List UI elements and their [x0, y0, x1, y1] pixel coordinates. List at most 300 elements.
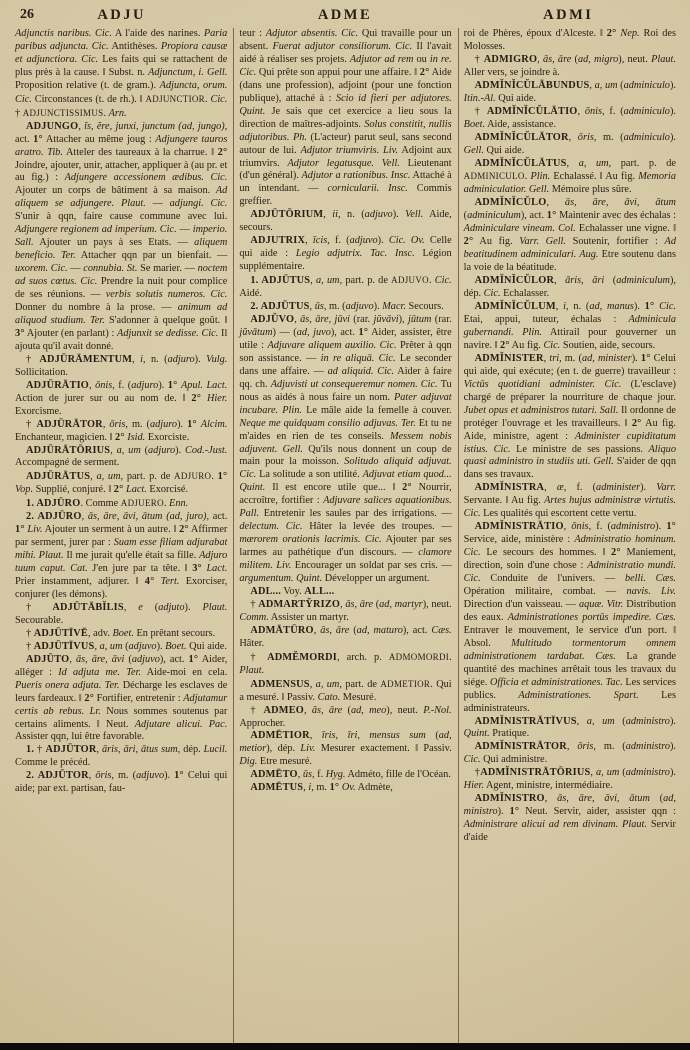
text-run: Gell.	[463, 144, 484, 156]
text-run: Assister un martyr.	[268, 611, 349, 623]
text-run: æ	[556, 482, 564, 494]
text-run: ),	[398, 313, 408, 325]
text-run: aliquem beneficio. Ter.	[15, 237, 228, 262]
text-run: Cic.	[463, 754, 481, 766]
text-run: Aliquo quasi administro in studiis uti. Gell.	[463, 443, 676, 468]
text-run: (rar.	[431, 313, 452, 325]
text-run: Le secours des hommes. ‖	[480, 547, 612, 559]
text-run: Nourrir, accroître, fortifier :	[239, 482, 452, 507]
text-run: Prendre la nuit pour complice de ses réunions. —	[15, 276, 228, 301]
text-run: īcis	[312, 235, 328, 247]
text-run: Adjunctis naribus. Cic.	[15, 28, 112, 39]
text-run: , adv.	[87, 627, 113, 639]
text-run: .	[103, 107, 109, 119]
text-run: .	[205, 93, 211, 105]
text-run: Les services publics.	[463, 676, 676, 701]
text-run: e	[138, 601, 143, 613]
text-run: ADJŪTĪVUS	[33, 640, 95, 652]
text-run: 1°	[358, 326, 369, 338]
text-run: ).	[633, 301, 645, 313]
text-run: Légion supplémentaire.	[239, 248, 452, 273]
guide-word-center: ADME	[317, 7, 373, 23]
text-run: Les faits qui se rattachent de plus près à la cause. ‖ Subst. n.	[15, 53, 228, 78]
text-run: , part. p. de	[120, 471, 175, 483]
text-run: ,	[89, 379, 96, 391]
text-run: adjuvo	[345, 301, 374, 313]
text-run: , part. p. de	[339, 275, 392, 287]
text-run: ).	[194, 353, 207, 365]
text-run: Les administrateurs.	[463, 689, 676, 714]
text-run: Etai, appui, tuteur, échalas :	[463, 313, 629, 325]
text-run: adminiculo	[623, 131, 670, 143]
text-run: , f. (	[588, 521, 611, 533]
text-run: Alcim.	[200, 418, 228, 430]
text-run: ,	[576, 715, 587, 727]
text-run: 3°	[192, 563, 202, 575]
text-run: Lact.	[125, 484, 147, 496]
text-run: Aide (dans une profession), adjoint (pour une fonction publique), attaché à :	[239, 66, 452, 104]
text-run: Victūs quotidiani administer. Cic.	[463, 378, 622, 390]
text-run: ,	[132, 353, 141, 365]
text-run: Adjuvisti ut consequeremur nomen. Cic.	[270, 378, 438, 390]
text-run: Artes hujus administræ virtutis. Cic.	[463, 495, 676, 520]
text-run: (	[349, 624, 357, 636]
text-run: ADJUTRIX	[250, 235, 306, 247]
text-run: Adjutor a rationibus. Insc.	[301, 170, 411, 182]
text-run: Adjutor triumviris. Liv.	[300, 144, 399, 156]
text-run: Et tu ne m'aides en rien de tes conseils.	[239, 417, 452, 442]
text-run: Administratio hominum. Cic.	[463, 534, 676, 559]
dictionary-paragraph	[15, 121, 227, 354]
text-run: 2°	[179, 524, 189, 536]
text-run: ,	[340, 598, 346, 610]
text-run: ).	[669, 741, 676, 753]
text-run: ,	[88, 770, 96, 782]
column-2	[233, 28, 457, 1050]
text-run: , f. (	[112, 379, 132, 391]
text-run: †	[474, 105, 487, 117]
text-run: ADJŪRĀTUS	[26, 471, 91, 483]
text-run: ADMĬNISTRĀTŌRIUS	[480, 767, 591, 779]
text-run: Liv.	[300, 743, 316, 755]
text-run: †	[15, 107, 23, 119]
text-run: . Qui a mesuré. ‖ Passiv.	[239, 678, 452, 703]
text-run: ad, manus	[589, 301, 634, 313]
text-run: ĭs, ĕre, junxi, junctum (ad, jungo)	[84, 120, 225, 132]
text-run: Roi des Molosses.	[463, 28, 676, 52]
text-run: Secourable.	[15, 614, 64, 626]
dictionary-paragraph	[464, 716, 676, 742]
text-run: ADJŪRĀTOR	[36, 418, 103, 430]
text-run: ).	[373, 301, 383, 313]
text-run: Cæs.	[431, 624, 452, 636]
text-run: 1°	[167, 379, 178, 391]
guide-word-left: ADJU	[97, 7, 146, 23]
text-run: Adjuvare salices aquationibus. Pall.	[239, 495, 452, 520]
dictionary-paragraph	[239, 730, 451, 769]
dictionary-paragraph	[15, 602, 227, 628]
text-run: Varr. Gell.	[519, 236, 566, 248]
text-run: ,	[303, 704, 312, 716]
text-run: Cic. Ov.	[388, 235, 425, 247]
text-run: ADMENSUS	[250, 678, 310, 690]
text-run: Comm.	[239, 611, 269, 623]
dictionary-paragraph	[464, 28, 676, 54]
text-run: , f. (	[327, 235, 350, 247]
dictionary-paragraph	[15, 744, 227, 770]
dictionary-paragraph	[464, 521, 676, 715]
text-run: ).	[158, 379, 168, 391]
text-run: Service, aide, ministère :	[463, 534, 575, 546]
dictionary-paragraph	[464, 741, 676, 767]
text-run: , n. (	[143, 353, 168, 365]
text-run: , m. (	[559, 352, 582, 364]
text-run: ii	[332, 209, 339, 221]
text-run: Il l'avait aidé à réaliser ses projets.	[239, 40, 452, 65]
text-run: ADJŪRĀTŌRIUS	[26, 444, 111, 456]
text-run: Adjungere regionem ad imperium. Cic.	[15, 224, 177, 236]
text-run: a, um	[99, 640, 123, 652]
text-run: ).	[655, 521, 667, 533]
text-run: .	[524, 171, 531, 183]
text-run: Comme le précéd.	[15, 757, 91, 769]
text-run: ADMETIOR	[380, 678, 431, 689]
text-run: ALL...	[304, 585, 335, 597]
text-run: ADMOMORDI	[388, 651, 450, 662]
text-run: ).	[631, 352, 641, 364]
text-run: Supplié, conjuré. ‖	[33, 484, 114, 496]
text-run: 3°	[15, 327, 25, 339]
text-run: , m. (	[125, 418, 150, 430]
text-run: 1°	[33, 133, 43, 145]
dictionary-paragraph	[239, 651, 451, 678]
text-run: Itin.-Al.	[463, 92, 496, 104]
text-run: mærorem orationis lacrimis. Cic.	[239, 534, 382, 546]
text-run: a, um	[316, 275, 340, 287]
text-run: . Comme	[80, 498, 121, 510]
dictionary-paragraph	[239, 586, 451, 599]
text-run: Qui aide.	[483, 144, 525, 156]
text-run: Aidé.	[239, 288, 262, 300]
text-run: āris, āri	[565, 275, 605, 287]
text-run: Exorciser, conjurer (les démons).	[15, 576, 228, 600]
text-run: J'en jure par ta tête. ‖	[87, 563, 193, 575]
text-run: Adjutare alicui. Pac.	[134, 718, 228, 730]
text-run: Sollicitation.	[15, 366, 68, 378]
text-run: ōris	[577, 131, 594, 143]
text-run: , part. de	[339, 678, 381, 690]
text-run: ADJUERO	[120, 498, 164, 509]
text-run: (L'esclave) chargé de préparer la nourriture de chaque jour.	[463, 378, 676, 403]
text-run: Propiora causæ et adjunctiora. Cic.	[15, 40, 228, 65]
text-run: Hâter la levée des troupes. —	[302, 521, 452, 533]
text-run: Ov.	[341, 782, 356, 794]
text-run: Au fig. Aide, ministre, agent :	[463, 417, 676, 442]
text-run: ADMĬNISTRĀTOR	[474, 741, 567, 753]
text-run: a, um	[315, 678, 340, 690]
text-run: Echalasser.	[500, 288, 550, 300]
text-run: Neut. Servir, aider, assister qqn :	[519, 806, 676, 818]
text-run: Echalassé. ‖ Au fig.	[550, 171, 639, 183]
text-run: ).	[392, 209, 406, 221]
text-run: Je sais que cet exercice a lieu sous la direction de maîtres-adjoints.	[239, 105, 452, 130]
text-run: ās, āre	[320, 624, 350, 636]
guide-word-right: ADMI	[543, 7, 594, 23]
text-run: Attirail pour gouverner un navire. ‖	[463, 326, 676, 351]
text-run: Administratio mundi. Cic.	[463, 560, 676, 585]
text-run: Ad aliquem se adjungere. Plaut.	[15, 185, 228, 210]
text-run: in re. Cic.	[239, 53, 452, 78]
text-run: 2°	[402, 482, 412, 494]
text-run: Exorciste.	[145, 431, 190, 443]
text-run: ās, āre	[311, 704, 343, 716]
text-run: †	[26, 627, 34, 639]
text-run: Legio adjutrix. Tac. Insc.	[295, 248, 415, 260]
text-run: Hier.	[463, 780, 484, 792]
text-run: cornicularii. Insc.	[327, 183, 408, 195]
text-run: Cod.-Just.	[184, 444, 228, 456]
text-run: Messem nobis adjuvent. Gell.	[239, 430, 452, 455]
text-run: †	[26, 601, 53, 613]
text-run: ADMINICULO	[463, 171, 525, 182]
dictionary-paragraph	[15, 470, 227, 497]
text-run: Nous sommes soutenus par certains aliments. ‖ Neut.	[15, 705, 228, 730]
text-run: ad aliquid. Cic.	[327, 365, 395, 377]
text-run: ,	[294, 313, 301, 325]
text-run: tri	[549, 352, 560, 364]
text-run: ADMĬNĬCŬLĀTOR	[474, 131, 569, 143]
text-run: adminiculum	[467, 210, 521, 222]
dictionary-paragraph	[464, 353, 676, 483]
text-run: i	[563, 301, 567, 313]
dictionary-paragraph	[239, 301, 451, 314]
text-run: 2°	[217, 146, 228, 158]
running-header	[0, 0, 690, 25]
text-run: Joindre, ajouter, unir, attacher, appliquer à (au pr. et au fig.) :	[15, 159, 228, 184]
text-run: ), act.	[330, 326, 359, 338]
text-run: ,	[90, 471, 97, 483]
text-run: Action de jurer sur ou au nom de. ‖	[15, 392, 192, 404]
text-run: Varr.	[656, 482, 676, 494]
text-run: (	[463, 210, 468, 222]
text-run: ,	[537, 53, 543, 65]
text-run: Ajouter par ses larmes au pathétique d'un discours. —	[239, 534, 452, 559]
text-run: ADJŪTO	[26, 653, 70, 665]
text-run: adjuvo	[131, 653, 160, 665]
text-run: Adjutamur certis ab rebus. Lr.	[15, 692, 228, 717]
text-run: ,	[543, 352, 550, 364]
text-run: ).	[164, 770, 175, 782]
column-3	[458, 28, 682, 1050]
dictionary-paragraph	[464, 793, 676, 845]
text-run: .	[449, 651, 452, 663]
text-run: ad, martyr	[379, 598, 423, 610]
text-run: Jubet opus et administros tutari. Sall.	[463, 404, 619, 416]
text-run: Administrare alicui ad rem divinam. Plaut.	[463, 819, 647, 831]
text-run: ,	[78, 120, 85, 132]
text-run: ,	[303, 782, 309, 794]
text-run: Cic.	[210, 93, 228, 105]
text-run: 1°	[644, 301, 655, 313]
text-run: ADMĒTO	[250, 769, 298, 781]
dictionary-paragraph	[464, 80, 676, 106]
text-run: Multitudo tormentorum omnem administrationem tardabat. Cæs.	[463, 637, 676, 662]
text-run: adminiculo	[623, 79, 670, 91]
text-run: Adminiculare vineam. Col.	[463, 223, 576, 235]
text-run: Lieutenant (d'un général).	[239, 157, 452, 182]
text-run: adjuto	[158, 601, 185, 613]
text-run: ), act.	[402, 624, 432, 636]
text-run: connubia. St.	[83, 263, 138, 275]
dictionary-paragraph	[239, 705, 451, 731]
text-run: , n. (	[566, 301, 590, 313]
dictionary-paragraph	[464, 54, 676, 80]
text-run: Maniement, direction, soin d'une chose :	[463, 547, 676, 572]
text-run: īris, īri, mensus sum	[321, 730, 426, 742]
text-run: Décharge les esclaves de leurs fardeaux. ‖	[15, 679, 228, 704]
text-run: †	[34, 744, 46, 756]
text-run: Voy.	[281, 585, 305, 597]
text-run: Adjuro tuum caput. Cat.	[15, 550, 228, 575]
text-run: , m. (	[323, 301, 346, 313]
text-run: 1°	[329, 782, 340, 794]
text-run: Hyg.	[325, 769, 346, 781]
text-run: Boet.	[463, 118, 486, 130]
text-run: ,	[590, 767, 596, 779]
text-run: Soutenir, fortifier :	[566, 236, 665, 248]
text-run: (	[425, 730, 439, 742]
text-run: ADL...	[250, 585, 281, 597]
text-run: Assister qqn, lui être favorable.	[15, 731, 145, 743]
text-run: (	[619, 767, 626, 779]
text-run: jŭvāvi	[373, 313, 399, 325]
dictionary-paragraph	[239, 235, 451, 274]
text-run: 2°	[113, 484, 124, 496]
text-run: Le ministre de ses passions.	[510, 443, 649, 455]
text-run: Fortifier, entretenir :	[94, 692, 184, 704]
text-run: administro	[610, 521, 656, 533]
text-run: Qui travaille pour un absent.	[239, 28, 452, 52]
text-run: Adjuvat etiam quod... Quint.	[239, 469, 452, 494]
text-run: Suam esse filiam adjurabat mihi. Plaut.	[15, 537, 228, 562]
text-run: ADMĬNĬCŬLUM	[474, 301, 556, 313]
text-run: jŭvātum	[239, 326, 273, 338]
text-run: ADMĬNISTRA	[474, 482, 545, 494]
text-run: 1°	[187, 418, 197, 430]
text-run: Qui aide.	[495, 92, 537, 104]
text-run: Affirmer par serment, jurer par :	[15, 524, 228, 549]
text-run: Nep.	[620, 28, 640, 39]
text-run: ADMĬNĬCŬLĀBUNDUS	[474, 79, 590, 91]
text-run: , m.	[311, 782, 330, 794]
text-run: Administrationes portūs impedire. Cæs.	[507, 611, 676, 623]
text-run: Dig.	[239, 756, 258, 768]
text-run: ADJŪTĪVĒ	[33, 627, 88, 639]
text-run: La solitude a son utilité.	[256, 469, 363, 481]
text-run: Approcher.	[239, 717, 286, 729]
text-run: ).	[184, 601, 203, 613]
text-run: Ajouter un pays à ses Etats. —	[33, 237, 195, 249]
text-run: ,	[81, 511, 88, 523]
text-run: Qu'ils nous donnent un coup de main pour la moisson.	[239, 443, 452, 468]
text-run: ), dép.	[266, 743, 301, 755]
text-run: Neque me quidquam consilio adjuvas. Ter.	[239, 417, 416, 429]
text-run: ,	[313, 624, 321, 636]
text-run: Macr.	[382, 301, 406, 313]
text-run: ,	[305, 235, 313, 247]
text-run: Entraver le mouvement, le service d'un port. ‖ Absol.	[463, 624, 676, 649]
text-run: ) — (	[272, 326, 297, 338]
text-run: Pueris onera adjuta. Ter.	[15, 679, 120, 691]
text-run: ADMĀTŪRO	[250, 624, 314, 636]
text-run: a, um	[96, 471, 121, 483]
text-run: —	[67, 263, 84, 275]
text-run: 2°	[500, 339, 510, 351]
text-run: ), act.	[159, 653, 189, 665]
text-run: aquæ. Vitr.	[578, 598, 624, 610]
text-run: (	[571, 53, 578, 65]
text-run: †	[26, 353, 40, 365]
text-run: , arch. p.	[336, 651, 389, 663]
text-run: a, um	[586, 715, 615, 727]
text-run: Mesuré.	[340, 691, 377, 703]
text-run: Tu nous as aidés à nous faire un nom.	[239, 378, 452, 403]
text-run: Adjunxit se dedisse. Cic.	[117, 327, 219, 339]
text-run: Atteler des taureaux à la charrue. ‖	[62, 146, 218, 158]
text-run: argumentum. Quint.	[239, 573, 323, 585]
text-run: ADJUNCTIOR	[145, 93, 205, 104]
text-run: ADJŬVO	[250, 313, 295, 325]
text-run: Adjunctum, i. Gell.	[148, 66, 228, 78]
text-run: ōnis	[95, 379, 113, 391]
text-run: , part. p. de	[608, 157, 676, 169]
text-run: Adjuvare aliquem auxilio. Cic.	[267, 339, 397, 351]
text-run: Adjutor absentis. Cic.	[265, 28, 359, 39]
text-run: S'unir à qqn, faire cause commune avec lui.	[15, 211, 228, 223]
text-run: ADMARTY̆RIZO	[258, 598, 341, 610]
text-run: ADMĬNISTRO	[474, 793, 545, 805]
text-run: 1°	[666, 521, 676, 533]
text-run: ūs	[302, 769, 312, 781]
text-run: in re aliquā. Cic.	[320, 352, 396, 364]
text-run: ,	[568, 131, 578, 143]
text-run: ūs	[314, 301, 324, 313]
text-run: ).	[497, 806, 510, 818]
text-run: Vell.	[405, 209, 424, 221]
text-run: 1°	[217, 471, 228, 483]
text-run: Mesurer exactement. ‖ Passiv.	[315, 743, 452, 755]
scan-edge	[0, 1043, 690, 1050]
text-run: ADMEO	[263, 704, 304, 716]
text-run: (rar.	[349, 313, 374, 325]
text-run: adjuro	[149, 418, 178, 430]
text-run: ōnis	[571, 521, 589, 533]
text-run: belli. Cæs.	[624, 573, 676, 585]
text-run: †	[26, 640, 34, 652]
text-run: ADJUNCTISSIMUS	[22, 107, 104, 118]
text-run: Hâter.	[239, 637, 265, 649]
text-run: 2°	[631, 417, 642, 429]
text-run: †	[250, 598, 259, 610]
text-run: ).	[669, 715, 676, 727]
text-run: ,	[577, 105, 585, 117]
text-run: adjuvo	[349, 235, 378, 247]
text-run: 4°	[144, 576, 155, 588]
text-run: a, um	[595, 767, 620, 779]
text-run: ADMĬNĬCŬLOR	[474, 275, 555, 287]
text-run: 1°	[546, 210, 557, 222]
text-run: ).	[175, 444, 185, 456]
